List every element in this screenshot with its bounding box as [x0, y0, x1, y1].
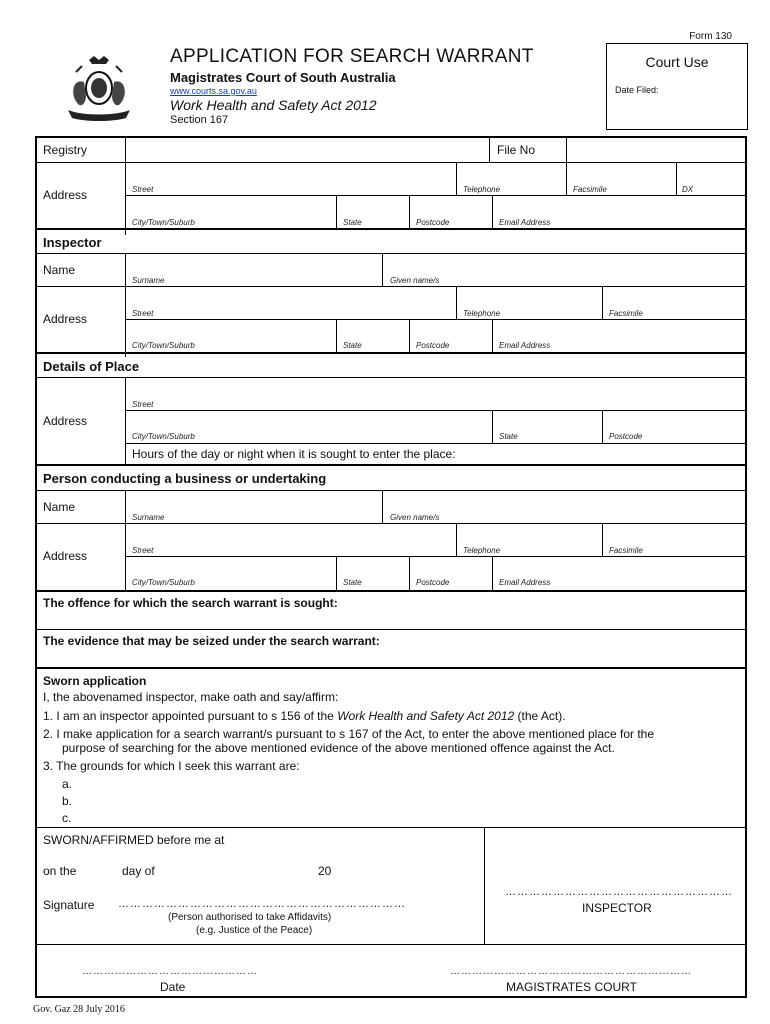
- pcbu-telephone-label: Telephone: [463, 546, 501, 555]
- pcbu-heading: Person conducting a business or undertaking: [43, 471, 327, 486]
- inspector-email-label: Email Address: [499, 341, 551, 350]
- justice-of-peace-label: (e.g. Justice of the Peace): [196, 925, 313, 936]
- inspector-surname-label: Surname: [132, 276, 165, 285]
- signature-line[interactable]: ………………………………………………………………: [118, 898, 406, 910]
- court-use-box: [606, 43, 748, 130]
- pcbu-postcode-label: Postcode: [416, 578, 450, 587]
- signature-label: Signature: [43, 898, 95, 912]
- pcbu-state-label: State: [343, 578, 362, 587]
- ground-a-field[interactable]: [80, 775, 740, 791]
- date-line[interactable]: …………………………………………: [82, 966, 258, 977]
- street-label: Street: [132, 185, 154, 194]
- coat-of-arms-logo: [62, 52, 136, 122]
- inspector-given-names-label: Given name/s: [390, 276, 440, 285]
- ground-b-field[interactable]: [80, 792, 740, 808]
- pcbu-facsimile-label: Facsimile: [609, 546, 643, 555]
- place-street-field[interactable]: [126, 378, 745, 410]
- inspector-address-label: Address: [43, 312, 88, 326]
- registry-field[interactable]: [126, 138, 489, 162]
- court-name: Magistrates Court of South Australia: [170, 70, 396, 85]
- place-postcode-label: Postcode: [609, 432, 643, 441]
- place-heading: Details of Place: [43, 359, 140, 374]
- place-city-label: City/Town/Suburb: [132, 432, 195, 441]
- sworn-item-1: 1. I am an inspector appointed pursuant to s 156 of the Work Health and Safety Act 2012 (the Act).: [43, 709, 566, 723]
- city-label: City/Town/Suburb: [132, 218, 195, 227]
- ground-c-field[interactable]: [80, 809, 740, 825]
- sworn-item-2: 2. I make application for a search warrant/s pursuant to s 167 of the Act, to enter the above mentioned place for the: [43, 727, 655, 741]
- address-label: Address: [43, 188, 88, 202]
- ground-c-label: c.: [62, 811, 72, 825]
- day-of-label: day of: [122, 864, 155, 878]
- registry-label: Registry: [43, 143, 88, 157]
- inspector-city-label: City/Town/Suburb: [132, 341, 195, 350]
- page-title: APPLICATION FOR SEARCH WARRANT: [170, 46, 534, 67]
- place-hours-label: Hours of the day or night when it is sought to enter the place:: [132, 447, 456, 461]
- postcode-label: Postcode: [416, 218, 450, 227]
- inspector-facsimile-label: Facsimile: [609, 309, 643, 318]
- place-street-label: Street: [132, 400, 154, 409]
- sworn-heading: Sworn application: [43, 674, 147, 688]
- inspector-signature-line[interactable]: …………………………………………………: [505, 886, 733, 898]
- pcbu-street-label: Street: [132, 546, 154, 555]
- pcbu-name-label: Name: [43, 500, 76, 514]
- sworn-before-label: SWORN/AFFIRMED before me at: [43, 833, 225, 847]
- state-label: State: [343, 218, 362, 227]
- ground-b-label: b.: [62, 794, 73, 808]
- offence-label: The offence for which the search warrant is sought:: [43, 596, 338, 610]
- court-website-link[interactable]: www.courts.sa.gov.au: [170, 86, 257, 96]
- evidence-label: The evidence that may be seized under the search warrant:: [43, 634, 380, 648]
- inspector-street-label: Street: [132, 309, 154, 318]
- pcbu-city-label: City/Town/Suburb: [132, 578, 195, 587]
- form-number: Form 130: [689, 31, 732, 42]
- telephone-label: Telephone: [463, 185, 501, 194]
- section-label: Section 167: [170, 114, 229, 126]
- ground-a-label: a.: [62, 777, 73, 791]
- on-the-label: on the: [43, 864, 77, 878]
- court-use-title: Court Use: [645, 54, 709, 70]
- place-state-label: State: [499, 432, 518, 441]
- offence-field[interactable]: [36, 612, 745, 628]
- file-no-field[interactable]: [566, 138, 745, 162]
- evidence-field[interactable]: [36, 650, 745, 666]
- sworn-item-3: 3. The grounds for which I seek this warrant are:: [43, 759, 300, 773]
- date-filed-label: Date Filed:: [615, 85, 659, 95]
- sworn-item-2-continued: purpose of searching for the above mentioned evidence of the above mentioned offence against the Act.: [62, 741, 615, 755]
- inspector-name-label: Name: [43, 263, 76, 277]
- pcbu-email-label: Email Address: [499, 578, 551, 587]
- gazette-footer: Gov. Gaz 28 July 2016: [33, 1004, 125, 1015]
- file-no-label: File No: [497, 143, 536, 157]
- sworn-intro: I, the abovenamed inspector, make oath and say/affirm:: [43, 690, 339, 704]
- dx-label: DX: [682, 185, 694, 194]
- magistrates-court-label: MAGISTRATES COURT: [506, 980, 637, 994]
- inspector-state-label: State: [343, 341, 362, 350]
- year-label: 20: [318, 864, 332, 878]
- facsimile-label: Facsimile: [573, 185, 607, 194]
- pcbu-surname-label: Surname: [132, 513, 165, 522]
- act-name: Work Health and Safety Act 2012: [170, 97, 377, 113]
- date-label: Date: [160, 980, 186, 994]
- magistrates-court-line[interactable]: …………………………………………………………: [450, 966, 692, 977]
- inspector-signature-label: INSPECTOR: [582, 901, 652, 915]
- inspector-postcode-label: Postcode: [416, 341, 450, 350]
- pcbu-address-label: Address: [43, 549, 88, 563]
- person-authorised-label: (Person authorised to take Affidavits): [168, 912, 332, 923]
- inspector-heading: Inspector: [43, 235, 102, 250]
- inspector-telephone-label: Telephone: [463, 309, 501, 318]
- street-field[interactable]: [126, 163, 456, 194]
- pcbu-given-names-label: Given name/s: [390, 513, 440, 522]
- place-address-label: Address: [43, 414, 88, 428]
- email-label: Email Address: [499, 218, 551, 227]
